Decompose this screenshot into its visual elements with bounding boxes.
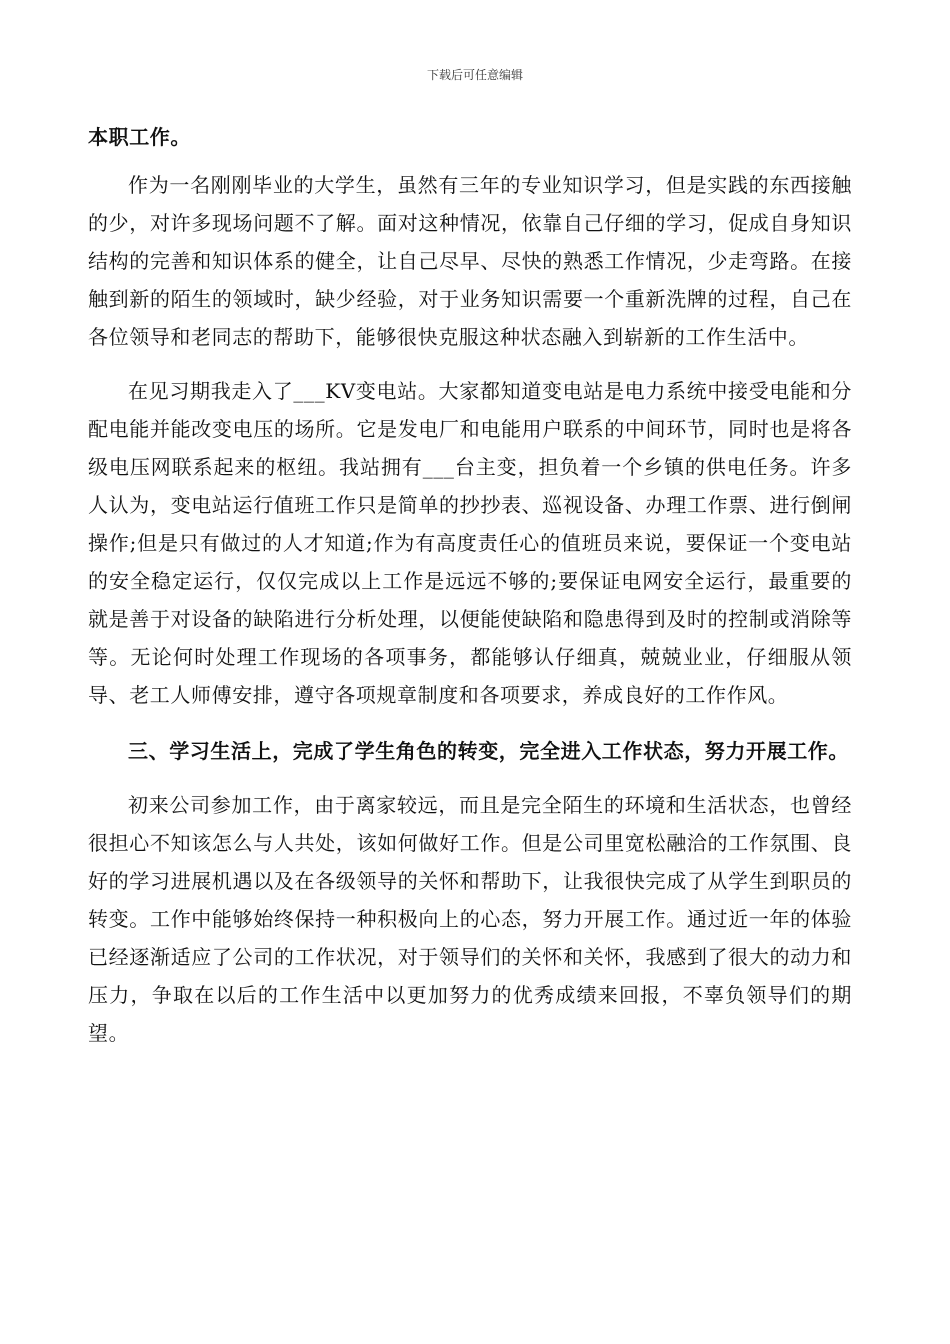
paragraph-2: 在见习期我走入了___KV变电站。大家都知道变电站是电力系统中接受电能和分配电能并能改变电压的场所。它是发电厂和电能用户联系的中间环节，同时也是将各级电压网联系起来的枢纽。我站拥有___台主变，担负着一个乡镇的供电任务。许多人认为，变电站运行值班工作只是简单的抄抄表、巡视设备、办理工作票、进行倒闸操作;但是只有做过的人才知道;作为有高度责任心的值班员来说，要保证一个变电站的安全稳定运行，仅仅完成以上工作是远远不够的;要保证电网安全运行，最重要的就是善于对设备的缺陷进行分析处理，以便能使缺陷和隐患得到及时的控制或消除等等。无论何时处理工作现场的各项事务，都能够认仔细真，兢兢业业，仔细服从领导、老工人师傅安排，遵守各项规章制度和各项要求，养成良好的工作作风。: [88, 379, 852, 707]
page-header: 下载后可任意编辑: [426, 68, 523, 82]
section-heading-continuation: 本职工作。: [88, 125, 191, 149]
paragraph-1: 作为一名刚刚毕业的大学生，虽然有三年的专业知识学习，但是实践的东西接触的少，对许多现场问题不了解。面对这种情况，依靠自己仔细的学习，促成自身知识结构的完善和知识体系的健全，让自己尽早、尽快的熟悉工作情况，少走弯路。在接触到新的陌生的领域时，缺少经验，对于业务知识需要一个重新洗牌的过程，自己在各位领导和老同志的帮助下，能够很快克服这种状态融入到崭新的工作生活中。: [88, 173, 852, 349]
paragraph-3: 初来公司参加工作，由于离家较远，而且是完全陌生的环境和生活状态，也曾经很担心不知该怎么与人共处，该如何做好工作。但是公司里宽松融洽的工作氛围、良好的学习进展机遇以及在各级领导的关怀和帮助下，让我很快完成了从学生到职员的转变。工作中能够始终保持一种积极向上的心态，努力开展工作。通过近一年的体验已经逐渐适应了公司的工作状况，对于领导们的关怀和关怀，我感到了很大的动力和压力，争取在以后的工作生活中以更加努力的优秀成绩来回报，不辜负领导们的期望。: [88, 793, 852, 1045]
document-body: [88, 118, 852, 1052]
section-heading-3: 三、学习生活上，完成了学生角色的转变，完全进入工作状态，努力开展工作。: [128, 739, 849, 763]
